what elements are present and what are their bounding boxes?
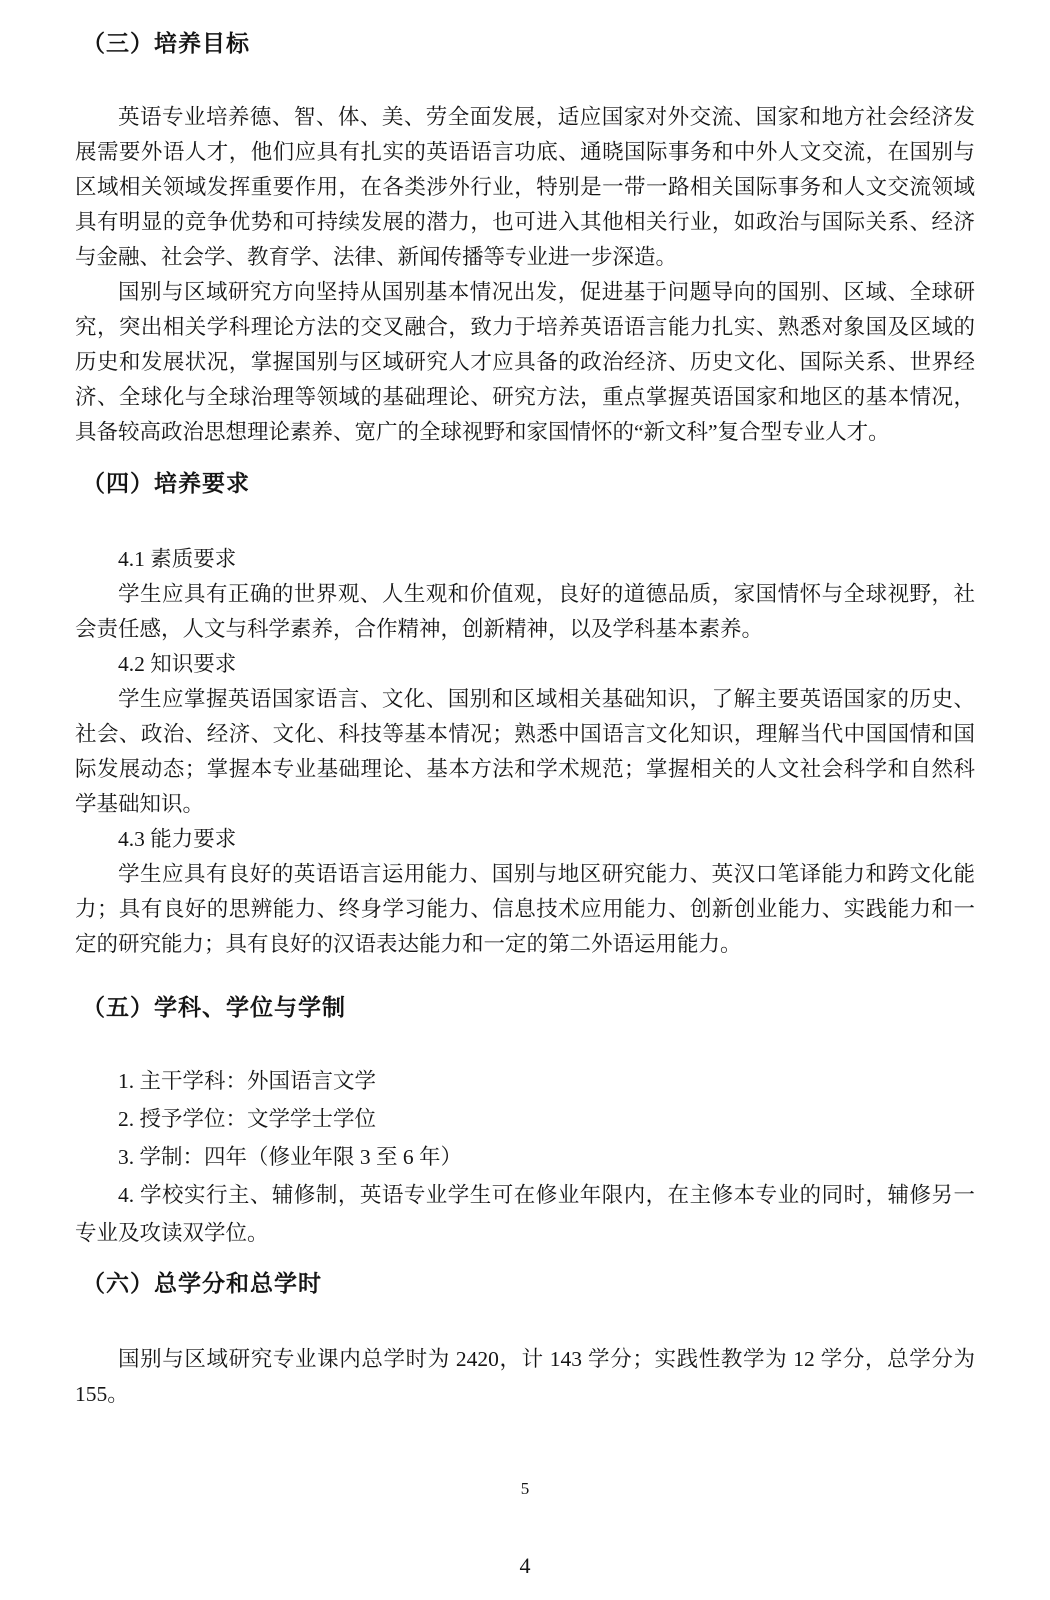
paragraph: 英语专业培养德、智、体、美、劳全面发展，适应国家对外交流、国家和地方社会经济发展需要外语人才，他们应具有扎实的英语语言功底、通晓国际事务和中外人文交流，在国别与区域相关领域发挥重要作用，在各类涉外行业，特别是一带一路相关国际事务和人文交流领域具有明显的竞争优势和可持续发展的潜力，也可进入其他相关行业，如政治与国际关系、经济与金融、社会学、教育学、法律、新闻传播等专业进一步深造。 bbox=[75, 105, 975, 269]
section-heading-total-credits-hours: （六）总学分和总学时 bbox=[82, 1270, 322, 1296]
paragraph: 学生应掌握英语国家语言、文化、国别和区域相关基础知识，了解主要英语国家的历史、社会、政治、经济、文化、科技等基本情况；熟悉中国语言文化知识，理解当代中国国情和国际发展动态；掌握本专业基础理论、基本方法和学术规范；掌握相关的人文社会科学和自然科学基础知识。 bbox=[75, 687, 975, 816]
list-item-duration: 3. 学制：四年（修业年限 3 至 6 年） bbox=[118, 1145, 463, 1169]
subsection-heading-quality: 4.1 素质要求 bbox=[118, 547, 237, 571]
page-number: 4 bbox=[519, 1553, 531, 1578]
section-heading-training-objectives: （三）培养目标 bbox=[82, 30, 250, 56]
list-item-degree-awarded: 2. 授予学位：文学学士学位 bbox=[118, 1107, 377, 1131]
section-heading-discipline-degree-duration: （五）学科、学位与学制 bbox=[82, 994, 346, 1020]
paragraph: 学生应具有正确的世界观、人生观和价值观，良好的道德品质，家国情怀与全球视野，社会责任感，人文与科学素养，合作精神，创新精神，以及学科基本素养。 bbox=[75, 582, 975, 641]
list-item-main-discipline: 1. 主干学科：外国语言文学 bbox=[118, 1069, 377, 1093]
paragraph: 国别与区域研究方向坚持从国别基本情况出发，促进基于问题导向的国别、区域、全球研究，突出相关学科理论方法的交叉融合，致力于培养英语语言能力扎实、熟悉对象国及区域的历史和发展状况，掌握国别与区域研究人才应具备的政治经济、历史文化、国际关系、世界经济、全球化与全球治理等领域的基础理论、研究方法，重点掌握英语国家和地区的基本情况，具备较高政治思想理论素养、宽广的全球视野和家国情怀的“新文科”复合型专业人才。 bbox=[75, 280, 975, 444]
list-item-minor-double-degree: 4. 学校实行主、辅修制，英语专业学生可在修业年限内，在主修本专业的同时，辅修另一专业及攻读双学位。 bbox=[75, 1183, 975, 1245]
paragraph: 国别与区域研究专业课内总学时为 2420，计 143 学分；实践性教学为 12 学分，总学分为155。 bbox=[75, 1347, 975, 1406]
footer-page-number: 5 bbox=[520, 1479, 530, 1498]
paragraph: 学生应具有良好的英语语言运用能力、国别与地区研究能力、英汉口笔译能力和跨文化能力；具有良好的思辨能力、终身学习能力、信息技术应用能力、创新创业能力、实践能力和一定的研究能力；具有良好的汉语表达能力和一定的第二外语运用能力。 bbox=[75, 862, 975, 956]
subsection-heading-knowledge: 4.2 知识要求 bbox=[118, 652, 237, 676]
subsection-heading-ability: 4.3 能力要求 bbox=[118, 827, 237, 851]
section-heading-training-requirements: （四）培养要求 bbox=[82, 470, 250, 496]
